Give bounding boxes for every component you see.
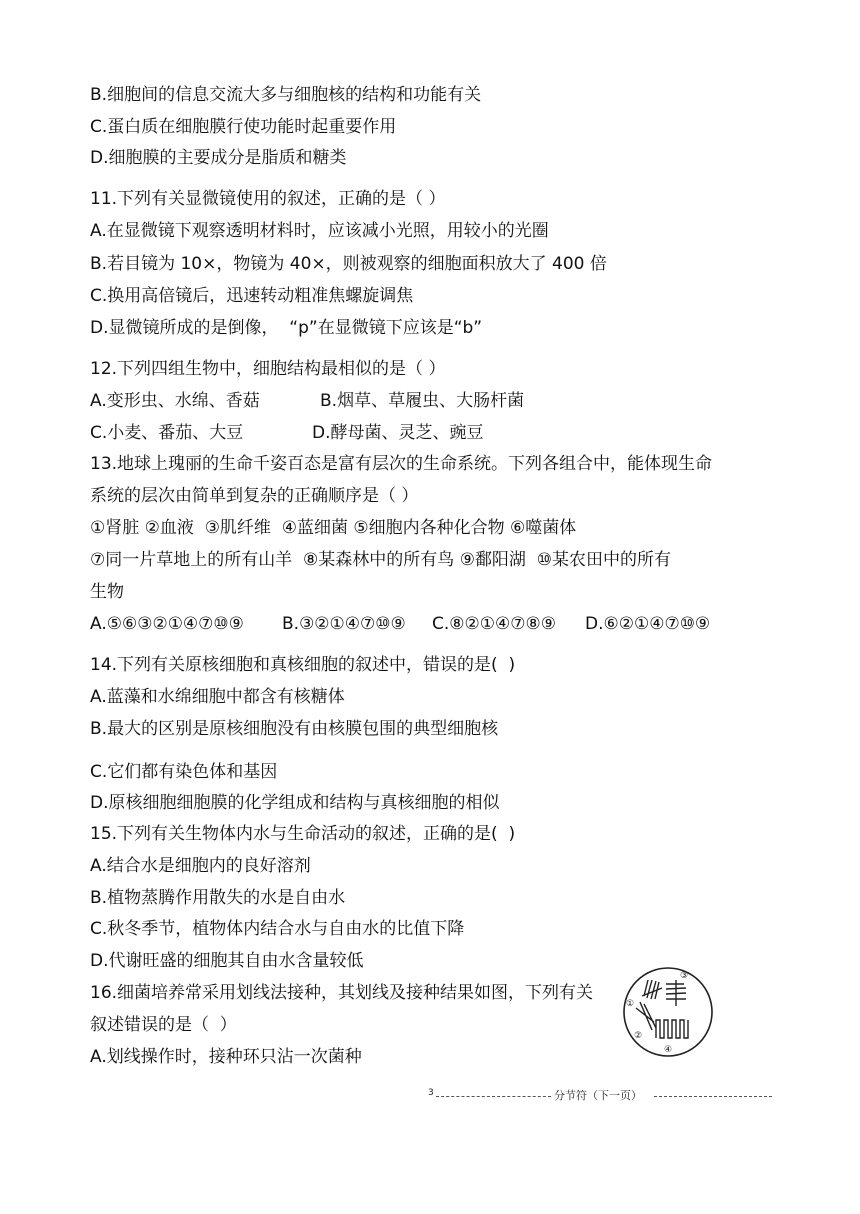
dashed-rule-right (654, 1086, 772, 1106)
streak-region-3 (666, 980, 686, 1006)
option-line: D.原核细胞细胞膜的化学组成和结构与真核细胞的相似 (90, 793, 500, 813)
question-stem: 15.下列有关生物体内水与生命活动的叙述，正确的是( ) (90, 824, 516, 844)
label-3: ③ (680, 971, 689, 981)
option-line: C.蛋白质在细胞膜行使功能时起重要作用 (90, 117, 397, 137)
dashed-rule-left (436, 1086, 551, 1106)
option-a: A.变形虫、水绵、香菇 (90, 391, 260, 411)
items-line: ⑦同一片草地上的所有山羊 ⑧某森林中的所有鸟 ⑨鄱阳湖 ⑩某农田中的所有 (90, 550, 671, 570)
section-break-footer (428, 1086, 773, 1106)
option-line: A.在显微镜下观察透明材料时，应该减小光照，用较小的光圈 (90, 221, 549, 241)
option-line: C.秋冬季节，植物体内结合水与自由水的比值下降 (90, 919, 465, 939)
option-line: B.最大的区别是原核细胞没有由核膜包围的典型细胞核 (90, 719, 499, 739)
option-line: D.细胞膜的主要成分是脂质和糖类 (90, 148, 347, 168)
option-c: C.小麦、番茄、大豆 (90, 423, 244, 443)
streak-region-4 (656, 1020, 688, 1038)
option-line: B.细胞间的信息交流大多与细胞核的结构和功能有关 (90, 85, 482, 105)
option-line: D.代谢旺盛的细胞其自由水含量较低 (90, 951, 364, 971)
question-stem: 11.下列有关显微镜使用的叙述，正确的是（ ） (90, 189, 446, 209)
label-1: ① (626, 999, 635, 1009)
question-stem: 14.下列有关原核细胞和真核细胞的叙述中，错误的是( ) (90, 655, 516, 675)
streak-region-2 (636, 1002, 656, 1030)
items-line: ①肾脏 ②血液 ③肌纤维 ④蓝细菌 ⑤细胞内各种化合物 ⑥噬菌体 (90, 518, 577, 538)
petri-dish-outline (624, 968, 712, 1056)
question-stem: 16.细菌培养常采用划线法接种，其划线及接种结果如图，下列有关 (90, 983, 594, 1003)
option-d: D.酵母菌、灵芝、豌豆 (312, 423, 484, 443)
question-stem: 系统的层次由简单到复杂的正确顺序是（ ） (90, 486, 419, 506)
section-break-label: 分节符（下一页） (554, 1089, 642, 1102)
option-line: C.它们都有染色体和基因 (90, 762, 278, 782)
option-line: B.若目镜为 10×，物镜为 40×，则被观察的细胞面积放大了 400 倍 (90, 254, 607, 274)
petri-dish-streak-figure (622, 966, 714, 1058)
page-number: 3 (428, 1088, 434, 1098)
question-stem: 13.地球上瑰丽的生命千姿百态是富有层次的生命系统。下列各组合中，能体现生命 (90, 454, 713, 474)
option-line: D.显微镜所成的是倒像， “p”在显微镜下应该是“b” (90, 318, 483, 338)
question-stem: 叙述错误的是（ ） (90, 1015, 237, 1035)
option-b: B.烟草、草履虫、大肠杆菌 (320, 391, 525, 411)
option-line: A.蓝藻和水绵细胞中都含有核糖体 (90, 687, 345, 707)
option-line: B.植物蒸腾作用散失的水是自由水 (90, 888, 346, 908)
option-d: D.⑥②①④⑦⑩⑨ (585, 614, 711, 634)
option-a: A.⑤⑥③②①④⑦⑩⑨ (90, 614, 244, 634)
items-line: 生物 (90, 582, 124, 602)
option-c: C.⑧②①④⑦⑧⑨ (432, 614, 556, 634)
label-4: ④ (664, 1045, 673, 1055)
option-line: A.结合水是细胞内的良好溶剂 (90, 856, 311, 876)
streak-region-1 (642, 980, 662, 999)
question-stem: 12.下列四组生物中，细胞结构最相似的是（ ） (90, 359, 446, 379)
label-2: ② (634, 1031, 643, 1041)
option-b: B.③②①④⑦⑩⑨ (282, 614, 406, 634)
option-line: C.换用高倍镜后，迅速转动粗准焦螺旋调焦 (90, 286, 414, 306)
option-line: A.划线操作时，接种环只沾一次菌种 (90, 1047, 362, 1067)
